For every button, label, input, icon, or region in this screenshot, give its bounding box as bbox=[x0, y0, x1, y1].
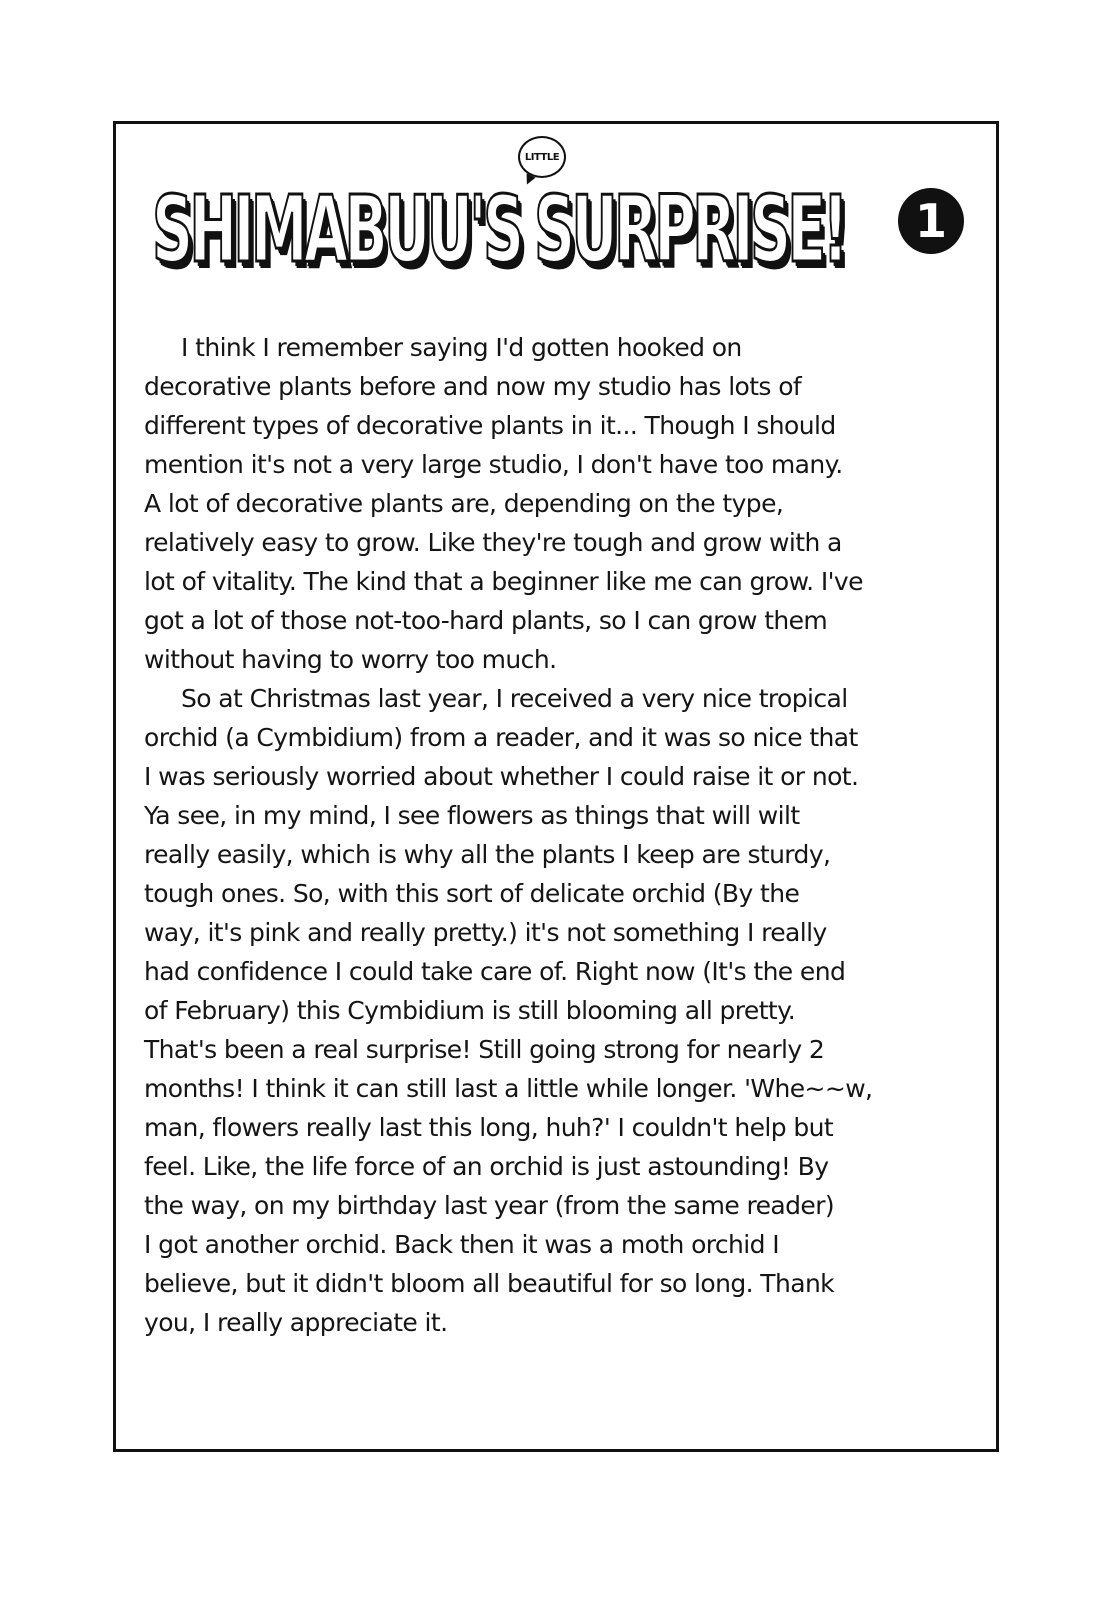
essay-body bbox=[144, 328, 974, 1342]
text-line: I think I remember saying I'd gotten hooked on bbox=[181, 333, 742, 362]
text-line: mention it's not a very large studio, I don't have too many. bbox=[144, 450, 843, 479]
title-word-shimabuus: SHIMABUU'S bbox=[152, 176, 521, 283]
text-line: I was seriously worried about whether I could raise it or not. bbox=[144, 762, 859, 791]
text-line: way, it's pink and really pretty.) it's not something I really bbox=[144, 918, 827, 947]
text-line: man, flowers really last this long, huh?' I couldn't help but bbox=[144, 1113, 834, 1142]
issue-number-badge bbox=[898, 188, 964, 254]
text-line: decorative plants before and now my studio has lots of bbox=[144, 372, 802, 401]
text-line: relatively easy to grow. Like they're tough and grow with a bbox=[144, 528, 842, 557]
text-line: Ya see, in my mind, I see flowers as things that will wilt bbox=[144, 801, 800, 830]
text-line: really easily, which is why all the plants I keep are sturdy, bbox=[144, 840, 831, 869]
text-line: A lot of decorative plants are, depending on the type, bbox=[144, 489, 784, 518]
text-line: lot of vitality. The kind that a beginner like me can grow. I've bbox=[144, 567, 863, 596]
text-line: different types of decorative plants in it... Though I should bbox=[144, 411, 836, 440]
text-line: had confidence I could take care of. Right now (It's the end bbox=[144, 957, 846, 986]
page-title bbox=[152, 150, 972, 300]
text-line: So at Christmas last year, I received a very nice tropical bbox=[181, 684, 848, 713]
text-line: months! I think it can still last a little while longer. 'Whe~~w, bbox=[144, 1074, 873, 1103]
text-line: you, I really appreciate it. bbox=[144, 1308, 448, 1337]
text-line: the way, on my birthday last year (from the same reader) bbox=[144, 1191, 835, 1220]
title-word-surprise: SURPRISE! bbox=[534, 176, 845, 283]
little-label: LITTLE bbox=[524, 151, 560, 163]
text-line: believe, but it didn't bloom all beautiful for so long. Thank bbox=[144, 1269, 835, 1298]
text-line: I got another orchid. Back then it was a moth orchid I bbox=[144, 1230, 780, 1259]
text-line: got a lot of those not-too-hard plants, so I can grow them bbox=[144, 606, 828, 635]
text-line: That's been a real surprise! Still going strong for nearly 2 bbox=[144, 1035, 825, 1064]
text-line: tough ones. So, with this sort of delicate orchid (By the bbox=[144, 879, 800, 908]
text-line: without having to worry too much. bbox=[144, 645, 557, 674]
issue-number: 1 bbox=[914, 194, 947, 248]
text-line: orchid (a Cymbidium) from a reader, and it was so nice that bbox=[144, 723, 858, 752]
text-line: feel. Like, the life force of an orchid is just astounding! By bbox=[144, 1152, 829, 1181]
text-line: of February) this Cymbidium is still blooming all pretty. bbox=[144, 996, 796, 1025]
